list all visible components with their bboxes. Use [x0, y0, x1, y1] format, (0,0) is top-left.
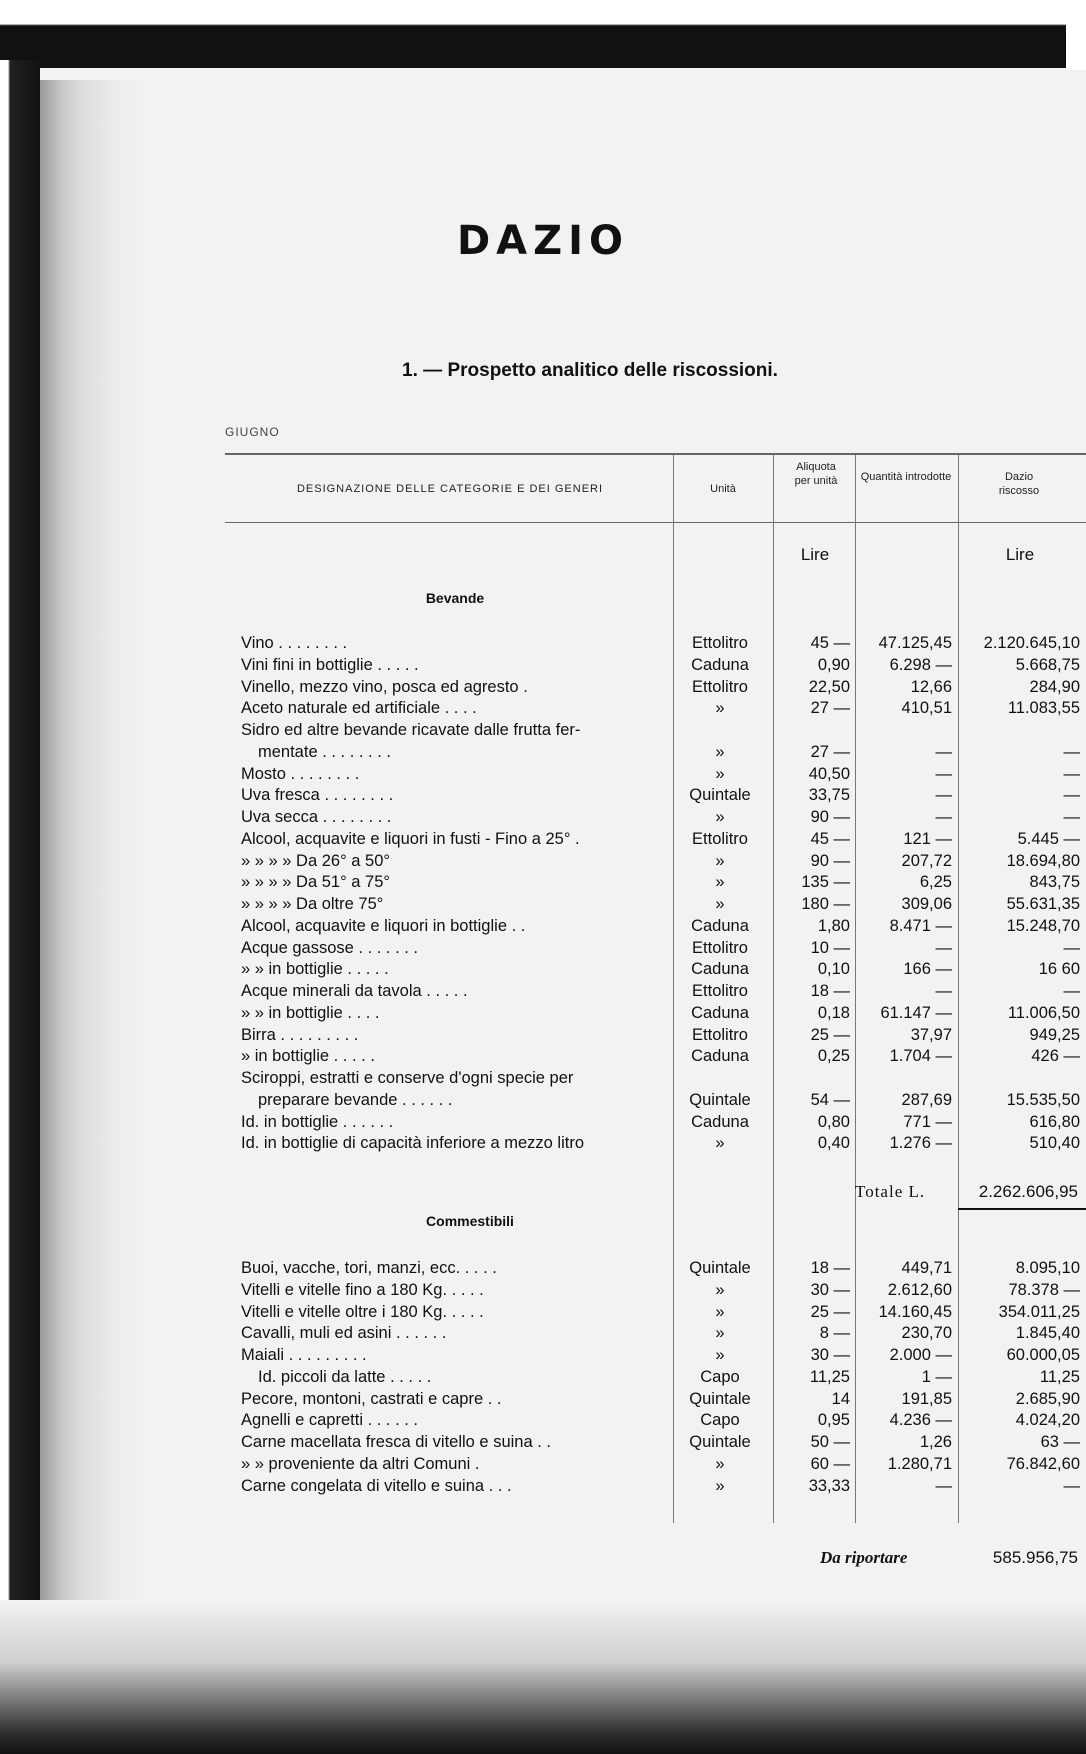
row-designation: Birra . . . . . . . . . [241, 1025, 359, 1044]
row-unit: » [715, 1476, 725, 1495]
row-designation: Cavalli, muli ed asini . . . . . . [241, 1324, 447, 1343]
row-unit: » [715, 1134, 725, 1153]
row-duty: 616,80 [1029, 1112, 1080, 1131]
table-row [0, 807, 1086, 829]
table-row [0, 1090, 1086, 1112]
row-rate: 33,75 [808, 786, 850, 805]
row-duty: 15.535,50 [1006, 1090, 1080, 1109]
total-label: Totale L. [855, 1182, 926, 1201]
row-designation: Sciroppi, estratti e conserve d'ogni specie per [241, 1069, 574, 1087]
row-rate: 0,40 [817, 1134, 850, 1153]
row-quantity: 166 — [903, 960, 952, 979]
row-rate: 54 — [810, 1090, 850, 1109]
row-rate: 0,95 [817, 1411, 850, 1430]
row-designation: » » in bottiglie . . . . [241, 1003, 380, 1022]
row-rate: 30 — [810, 1280, 850, 1299]
header-quantity: Quantità introdotte [860, 471, 952, 483]
scan-border-top [0, 0, 1086, 68]
row-rate: 0,18 [817, 1003, 850, 1022]
row-rate: 0,80 [817, 1112, 850, 1131]
row-quantity: 1.704 — [889, 1047, 952, 1066]
row-unit: » [715, 1346, 725, 1364]
row-designation: Aceto naturale ed artificiale . . . . [241, 699, 477, 718]
row-quantity: 2.612,60 [887, 1280, 952, 1299]
row-quantity: 1 — [921, 1367, 952, 1386]
row-duty: 11,25 [1039, 1367, 1080, 1386]
table-row [0, 829, 1086, 851]
row-rate: 33,33 [808, 1476, 850, 1495]
row-duty: 11.083,55 [1007, 699, 1080, 718]
row-designation: » in bottiglie . . . . . [241, 1047, 375, 1066]
table-row [0, 1068, 1086, 1090]
table-row [0, 1302, 1086, 1324]
table-row [0, 851, 1086, 873]
row-unit: Capo [700, 1367, 740, 1386]
row-unit: » [715, 1454, 725, 1473]
row-unit: Caduna [691, 1047, 749, 1066]
row-unit: Caduna [691, 1112, 749, 1131]
row-unit: Caduna [691, 655, 749, 674]
row-designation: Sidro ed altre bevande ricavate dalle frutta fer- [241, 721, 581, 739]
row-quantity: — [935, 764, 952, 783]
row-designation: Mosto . . . . . . . . [241, 764, 360, 783]
row-duty: 426 — [1031, 1047, 1080, 1066]
row-designation: Vino . . . . . . . . [241, 634, 348, 652]
row-unit: » [715, 1324, 725, 1343]
row-rate: 60 — [810, 1454, 850, 1473]
row-unit: Caduna [691, 916, 749, 935]
row-designation: mentate . . . . . . . . [258, 742, 391, 761]
row-designation: Vini fini in bottiglie . . . . . [241, 655, 419, 674]
table-row [0, 1046, 1086, 1068]
row-designation: Alcool, acquavite e liquori in fusti - Fino a 25° . [241, 829, 580, 848]
row-quantity: 8.471 — [889, 916, 952, 935]
row-duty: 78.378 — [1008, 1280, 1080, 1299]
row-quantity: — [935, 982, 952, 1000]
month-label: GIUGNO [225, 425, 280, 439]
row-duty: 354.011,25 [998, 1302, 1080, 1321]
table-row [0, 916, 1086, 938]
row-designation: Uva secca . . . . . . . . [241, 808, 392, 826]
row-unit: » [715, 699, 725, 718]
table-row [0, 698, 1086, 720]
row-quantity: — [935, 938, 952, 957]
row-unit: Capo [700, 1411, 740, 1430]
section-bevande: Bevande [425, 590, 485, 606]
row-duty: 60.000,05 [1006, 1346, 1080, 1364]
row-quantity: 309,06 [901, 895, 952, 913]
row-duty: 949,25 [1029, 1025, 1080, 1044]
row-unit: Ettolitro [692, 634, 748, 652]
row-rate: 8 — [819, 1324, 850, 1343]
table-row [0, 785, 1086, 807]
row-designation: Maiali . . . . . . . . . [241, 1346, 367, 1364]
row-rate: 135 — [801, 873, 850, 892]
row-duty: 510,40 [1029, 1134, 1080, 1153]
row-quantity: 4.236 — [889, 1411, 952, 1430]
row-rate: 10 — [810, 938, 850, 957]
row-quantity: 287,69 [901, 1090, 952, 1109]
row-duty: 18.694,80 [1006, 851, 1080, 870]
row-unit: » [715, 1302, 725, 1321]
row-designation: Vinello, mezzo vino, posca ed agresto . [241, 677, 528, 696]
row-unit: Quintale [689, 1389, 751, 1408]
row-duty: 5.445 — [1017, 829, 1080, 848]
row-rate: 40,50 [808, 764, 850, 783]
row-quantity: — [935, 786, 952, 805]
row-unit: Quintale [689, 1433, 751, 1451]
row-designation: preparare bevande . . . . . . [258, 1090, 453, 1109]
row-rate: 14 [831, 1389, 850, 1408]
table-row [0, 720, 1086, 742]
row-rate: 27 — [810, 699, 850, 718]
table-row [0, 1133, 1086, 1155]
row-designation: » » » » Da 51° a 75° [241, 873, 390, 892]
row-quantity: 47.125,45 [878, 634, 952, 652]
row-duty: 284,90 [1029, 677, 1080, 696]
row-quantity: 191,85 [901, 1389, 952, 1408]
header-bottom-rule [225, 522, 1086, 523]
row-rate: 18 — [810, 982, 850, 1000]
row-duty: 2.120.645,10 [983, 634, 1080, 652]
table-title: 1. — Prospetto analitico delle riscossioni. [402, 360, 778, 381]
row-designation: Carne macellata fresca di vitello e suina . . [241, 1433, 551, 1451]
row-designation: Buoi, vacche, tori, manzi, ecc. . . . . [241, 1259, 497, 1277]
section-commestibili: Commestibili [426, 1213, 514, 1229]
row-designation: » » proveniente da altri Comuni . [241, 1454, 480, 1473]
row-quantity: 6,25 [919, 873, 952, 892]
row-unit: Ettolitro [692, 677, 748, 696]
header-unit: Unità [710, 483, 736, 495]
row-rate: 11,25 [809, 1367, 850, 1386]
carry-forward-label: Da riportare [820, 1548, 908, 1567]
row-quantity: 449,71 [901, 1259, 952, 1277]
row-unit: » [715, 742, 725, 761]
row-duty: — [1063, 742, 1080, 761]
duty-currency: Lire [1005, 545, 1035, 564]
row-unit: » [715, 1280, 725, 1299]
table-row [0, 1454, 1086, 1476]
row-quantity: 121 — [903, 829, 952, 848]
row-unit: » [715, 851, 725, 870]
row-quantity: 2.000 — [889, 1346, 952, 1364]
table-row [0, 1112, 1086, 1134]
row-unit: Ettolitro [692, 938, 748, 957]
table-row [0, 872, 1086, 894]
row-duty: 76.842,60 [1006, 1454, 1080, 1473]
row-rate: 22,50 [808, 677, 850, 696]
row-unit: Ettolitro [692, 982, 748, 1000]
row-duty: — [1063, 1476, 1080, 1495]
table-row [0, 1410, 1086, 1432]
row-unit: » [715, 873, 725, 892]
row-designation: Uva fresca . . . . . . . . [241, 786, 394, 805]
row-rate: 25 — [810, 1302, 850, 1321]
header-rate: Aliquota per unità [794, 461, 838, 487]
table-row [0, 938, 1086, 960]
row-designation: Alcool, acquavite e liquori in bottiglie . . [241, 916, 526, 935]
row-duty: 11.006,50 [1007, 1003, 1080, 1022]
carry-forward-value: 585.956,75 [992, 1548, 1078, 1567]
row-rate: 18 — [810, 1259, 850, 1277]
header-top-rule [225, 453, 1086, 455]
table-row [0, 655, 1086, 677]
row-unit: Ettolitro [692, 1025, 748, 1044]
row-unit: Caduna [691, 960, 749, 979]
table-row [0, 1367, 1086, 1389]
row-duty: 5.668,75 [1015, 655, 1080, 674]
table-row [0, 894, 1086, 916]
table-row [0, 1432, 1086, 1454]
row-designation: Id. piccoli da latte . . . . . [258, 1367, 432, 1386]
row-quantity: 1,26 [919, 1433, 952, 1451]
row-rate: 50 — [810, 1433, 850, 1451]
row-duty: 63 — [1040, 1433, 1080, 1451]
row-designation: Vitelli e vitelle fino a 180 Kg. . . . . [241, 1280, 484, 1299]
table-row [0, 764, 1086, 786]
row-duty: 4.024,20 [1015, 1411, 1080, 1430]
row-quantity: 1.276 — [889, 1134, 952, 1153]
scan-corner [1066, 0, 1086, 70]
table-row [0, 1476, 1086, 1498]
row-unit: Caduna [691, 1003, 749, 1022]
row-quantity: 37,97 [910, 1025, 952, 1044]
row-rate: 0,90 [817, 655, 850, 674]
row-designation: Pecore, montoni, castrati e capre . . [241, 1389, 502, 1408]
row-quantity: — [935, 808, 952, 826]
row-rate: 0,10 [817, 960, 850, 979]
row-duty: 8.095,10 [1015, 1259, 1080, 1277]
row-unit: » [715, 808, 725, 826]
row-rate: 180 — [801, 895, 850, 913]
row-designation: Carne congelata di vitello e suina . . . [241, 1476, 512, 1495]
row-quantity: 61.147 — [880, 1003, 952, 1022]
row-rate: 1,80 [817, 916, 850, 935]
table-row [0, 677, 1086, 699]
table-row [0, 1258, 1086, 1280]
row-quantity: 1.280,71 [887, 1454, 952, 1473]
row-duty: 55.631,35 [1006, 895, 1080, 913]
table-row [0, 633, 1086, 655]
row-quantity: 771 — [903, 1112, 952, 1131]
row-duty: — [1063, 938, 1080, 957]
total-value: 2.262.606,95 [978, 1182, 1078, 1201]
table-row [0, 959, 1086, 981]
row-designation: » » in bottiglie . . . . . [241, 960, 389, 979]
row-duty: — [1063, 808, 1080, 826]
table-row [0, 1025, 1086, 1047]
row-unit: Quintale [689, 786, 751, 805]
row-duty: 1.845,40 [1015, 1324, 1080, 1343]
row-duty: 843,75 [1029, 873, 1080, 892]
table-row [0, 1323, 1086, 1345]
row-quantity: — [935, 1476, 952, 1495]
row-quantity: 230,70 [901, 1324, 952, 1343]
row-rate: 27 — [810, 742, 850, 761]
row-rate: 90 — [810, 851, 850, 870]
table-row [0, 1003, 1086, 1025]
row-unit: » [715, 764, 725, 783]
row-unit: Quintale [689, 1090, 751, 1109]
row-duty: 2.685,90 [1015, 1389, 1080, 1408]
row-duty: — [1063, 764, 1080, 783]
row-duty: — [1063, 982, 1080, 1000]
row-rate: 90 — [810, 808, 850, 826]
table-row [0, 1345, 1086, 1367]
row-quantity: 410,51 [901, 699, 952, 718]
table-row [0, 742, 1086, 764]
row-designation: » » » » Da 26° a 50° [241, 851, 390, 870]
row-rate: 45 — [810, 634, 850, 652]
row-unit: Ettolitro [692, 829, 748, 848]
scan-border-bottom [0, 1600, 1086, 1754]
row-rate: 25 — [810, 1025, 850, 1044]
row-quantity: 12,66 [910, 677, 952, 696]
row-rate: 0,25 [817, 1047, 850, 1066]
row-unit: Quintale [689, 1259, 751, 1277]
row-designation: Id. in bottiglie . . . . . . [241, 1112, 394, 1131]
header-designation: DESIGNAZIONE DELLE CATEGORIE E DEI GENERI [296, 483, 604, 495]
row-unit: » [715, 895, 725, 913]
row-rate: 30 — [810, 1346, 850, 1364]
row-designation: Acque gassose . . . . . . . [241, 938, 419, 957]
row-designation: Vitelli e vitelle oltre i 180 Kg. . . . . [241, 1302, 484, 1321]
header-duty: Dazio riscosso [998, 471, 1040, 497]
row-designation: Id. in bottiglie di capacità inferiore a mezzo litro [241, 1134, 585, 1153]
rate-currency: Lire [800, 545, 830, 564]
row-quantity: 6.298 — [889, 655, 952, 674]
row-quantity: 207,72 [901, 851, 952, 870]
row-quantity: 14.160,45 [878, 1302, 952, 1321]
row-rate: 45 — [810, 829, 850, 848]
page-title: DAZIO [456, 218, 630, 264]
row-duty: 16 60 [1038, 960, 1080, 979]
table-row [0, 1389, 1086, 1411]
row-designation: Acque minerali da tavola . . . . . [241, 982, 468, 1000]
row-duty: 15.248,70 [1006, 916, 1080, 935]
table-row [0, 981, 1086, 1003]
row-quantity: — [935, 742, 952, 761]
row-duty: — [1063, 786, 1080, 805]
row-designation: » » » » Da oltre 75° [241, 895, 384, 913]
total-underline [958, 1208, 1086, 1210]
row-designation: Agnelli e capretti . . . . . . [241, 1411, 418, 1430]
table-row [0, 1280, 1086, 1302]
